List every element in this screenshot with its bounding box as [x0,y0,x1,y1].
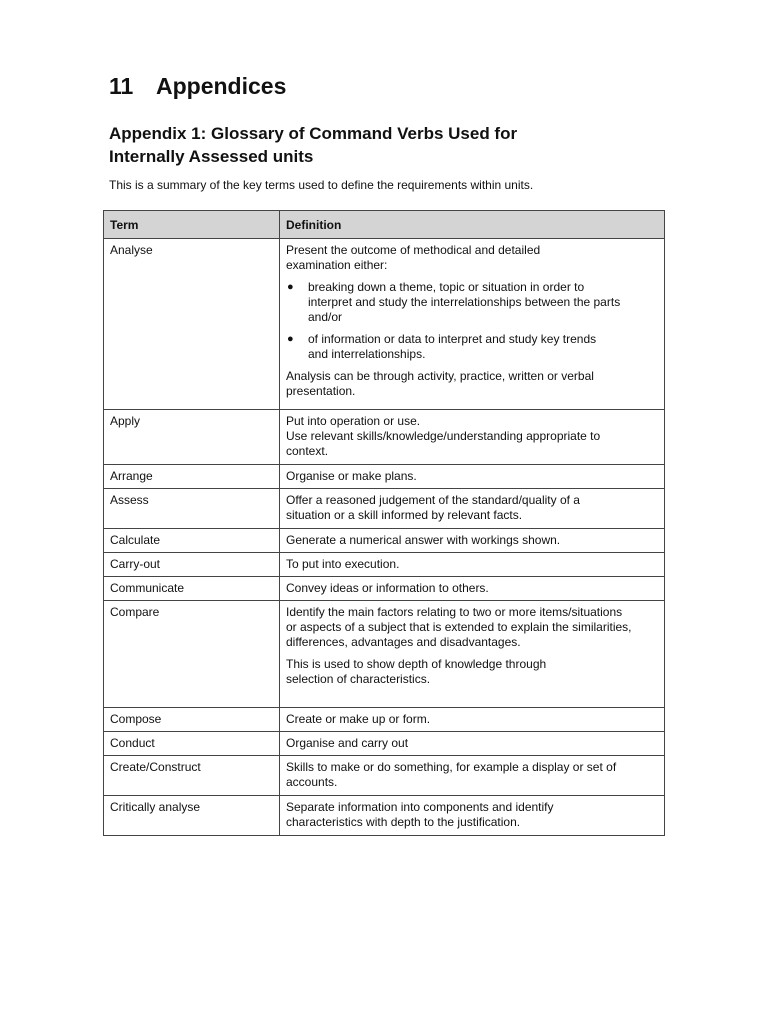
chapter-heading [109,72,286,100]
definition-line: Offer a reasoned judgement of the standard/quality of a [286,493,580,507]
term-cell: Arrange [104,465,280,489]
term-cell: Compare [104,601,280,708]
appendix-title-line-1: Appendix 1: Glossary of Command Verbs Used for [109,124,518,143]
definition-line: examination either: [286,258,388,272]
definition-paragraph [286,657,658,687]
definition-cell [280,756,665,796]
definition-cell [280,732,665,756]
table-row [104,410,665,465]
term-cell: Conduct [104,732,280,756]
definition-line: selection of characteristics. [286,672,431,686]
definition-line: and interrelationships. [308,347,426,361]
table-row [104,601,665,708]
definition-column-header: Definition [280,211,665,239]
definition-cell [280,708,665,732]
definition-line: Use relevant skills/knowledge/understanding appropriate to [286,429,601,443]
definition-line: interpret and study the interrelationships between the parts [308,295,621,309]
term-column-header: Term [104,211,280,239]
table-header-row [104,211,665,239]
definition-paragraph [286,369,658,399]
definition-line: situation or a skill informed by relevant facts. [286,508,523,522]
bullet-icon: ● [287,281,294,293]
list-item [286,332,658,362]
bullet-list [286,280,658,362]
definition-line: Create or make up or form. [286,712,431,726]
term-cell: Create/Construct [104,756,280,796]
definition-cell [280,529,665,553]
definition-line: Identify the main factors relating to two or more items/situations [286,605,623,619]
definition-line: of information or data to interpret and study key trends [308,332,597,346]
table-row [104,577,665,601]
appendix-title-line-2: Internally Assessed units [109,147,314,166]
definition-cell [280,796,665,836]
definition-line: characteristics with depth to the justification. [286,815,521,829]
definition-cell [280,553,665,577]
term-cell: Communicate [104,577,280,601]
term-cell: Assess [104,489,280,529]
table-row [104,756,665,796]
chapter-number: 11 [109,73,134,99]
definition-cell [280,239,665,410]
definition-cell [280,601,665,708]
table-row [104,489,665,529]
definition-line: accounts. [286,775,338,789]
term-cell: Compose [104,708,280,732]
definition-line: context. [286,444,329,458]
definition-line: This is used to show depth of knowledge through [286,657,547,671]
definition-line: Analysis can be through activity, practice, written or verbal [286,369,594,383]
definition-line: Generate a numerical answer with workings shown. [286,533,561,547]
table-row [104,529,665,553]
definition-line: breaking down a theme, topic or situation in order to [308,280,585,294]
definition-line: and/or [308,310,343,324]
table-row [104,732,665,756]
definition-line: differences, advantages and disadvantages. [286,635,521,649]
list-item [286,280,658,325]
definition-line: or aspects of a subject that is extended to explain the similarities, [286,620,632,634]
definition-paragraph [286,243,658,273]
glossary-table [103,210,665,836]
table-row [104,553,665,577]
term-cell: Apply [104,410,280,465]
term-cell: Calculate [104,529,280,553]
bullet-icon: ● [287,333,294,345]
definition-line: Put into operation or use. [286,414,421,428]
appendix-heading [109,122,589,168]
table-row [104,796,665,836]
table-row [104,708,665,732]
definition-cell [280,577,665,601]
definition-cell [280,465,665,489]
chapter-title: Appendices [156,73,287,99]
definition-line: Organise and carry out [286,736,409,750]
term-cell: Analyse [104,239,280,410]
intro-text: This is a summary of the key terms used to define the requirements within units. [109,178,534,192]
definition-paragraph [286,605,658,650]
table-row [104,239,665,410]
table-row [104,465,665,489]
definition-cell [280,489,665,529]
definition-line: presentation. [286,384,356,398]
definition-line: Present the outcome of methodical and detailed [286,243,541,257]
definition-line: Separate information into components and identify [286,800,554,814]
term-cell: Critically analyse [104,796,280,836]
definition-line: Skills to make or do something, for example a display or set of [286,760,617,774]
definition-line: Convey ideas or information to others. [286,581,489,595]
definition-cell [280,410,665,465]
term-cell: Carry-out [104,553,280,577]
definition-line: To put into execution. [286,557,400,571]
definition-line: Organise or make plans. [286,469,417,483]
